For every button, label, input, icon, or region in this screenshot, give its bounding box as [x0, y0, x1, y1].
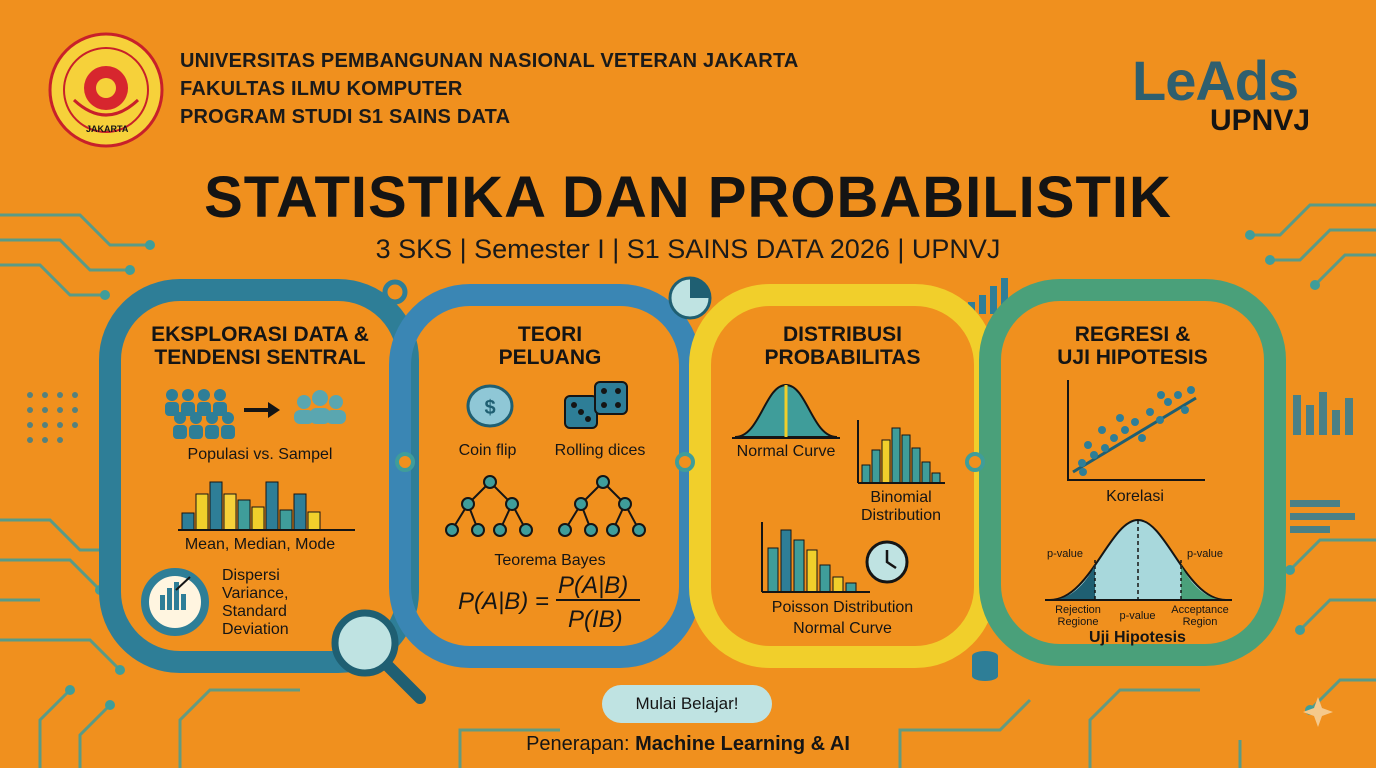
poisson-chart-icon: [762, 522, 870, 592]
dispersi-line3: Standard: [222, 603, 287, 620]
footer-prefix: Penerapan:: [526, 733, 630, 755]
dispersi-line4: Deviation: [222, 621, 289, 638]
poisson-line2: Normal Curve: [793, 620, 892, 637]
course-subtitle: 3 SKS | Semester I | S1 SAINS DATA 2026 | UPNVJ: [375, 234, 1001, 264]
tree-diagram-right: [559, 476, 645, 536]
label-rejection-region: [1046, 604, 1110, 628]
bayes-formula-denominator: P(IB): [568, 606, 623, 633]
bayes-formula-numerator: P(A|B): [558, 572, 629, 599]
leads-logo-sub: UPNVJ: [1210, 104, 1311, 137]
footer-bold: Machine Learning & AI: [635, 733, 850, 755]
scatter-plot-icon: [1068, 380, 1205, 480]
label-uji-hipotesis: Uji Hipotesis: [1089, 629, 1186, 646]
rejection-line1: Rejection: [1055, 604, 1101, 616]
university-name: UNIVERSITAS PEMBANGUNAN NASIONAL VETERAN JAKARTA: [180, 50, 799, 72]
database-icon: [972, 651, 998, 681]
seal-city: JAKARTA: [86, 124, 129, 134]
normal-curve-icon: [732, 385, 840, 438]
circuit-left: [0, 215, 150, 768]
binomial-chart-icon: [858, 420, 945, 483]
histogram-icon: [178, 482, 355, 530]
panel-4-title-line2: UJI HIPOTESIS: [1057, 346, 1208, 369]
pie-chart-icon: [670, 278, 710, 318]
page-title: STATISTIKA DAN PROBABILISTIK: [204, 165, 1172, 230]
clock-icon: [867, 542, 907, 582]
footer-application: [0, 733, 1376, 756]
acceptance-line2: Region: [1182, 616, 1218, 628]
label-binomial: [842, 489, 960, 525]
panel-2-title-line2: PELUANG: [498, 346, 602, 369]
population-icon: [165, 389, 235, 439]
label-p-value-right: p-value: [1186, 548, 1224, 560]
panel-2-title-line1: TEORI: [517, 323, 583, 346]
coin-icon: [468, 386, 512, 426]
poisson-line1: Poisson Distribution: [771, 599, 914, 616]
faculty-name: FAKULTAS ILMU KOMPUTER: [180, 78, 463, 100]
label-p-value-left: p-value: [1046, 548, 1084, 560]
rejection-line2: Regione: [1057, 616, 1099, 628]
panel-3-title-line2: PROBABILITAS: [764, 346, 921, 369]
tree-diagram-left: [446, 476, 532, 536]
start-learning-button[interactable]: Mulai Belajar!: [602, 685, 772, 723]
deco-bars-right: [1290, 392, 1355, 533]
panel-4-title-line1: REGRESI &: [1074, 323, 1191, 346]
label-dispersi: [222, 567, 289, 639]
panel-3-title: [730, 323, 955, 369]
hypothesis-curve-icon: [1045, 520, 1232, 600]
program-name: PROGRAM STUDI S1 SAINS DATA: [180, 106, 511, 128]
label-populasi-sampel: Populasi vs. Sampel: [187, 446, 333, 463]
dispersi-line2: Variance,: [222, 585, 289, 602]
panel-4-title: [1020, 323, 1245, 369]
dispersion-icon: [145, 572, 205, 632]
binomial-line1: Binomial: [870, 489, 932, 506]
panel-1-title-line2: TENDENSI SENTRAL: [154, 346, 366, 369]
label-acceptance-region: [1162, 604, 1238, 628]
dispersi-line1: Dispersi: [222, 567, 280, 584]
sparkle-icon: [1303, 697, 1333, 727]
label-teorema-bayes: Teorema Bayes: [494, 552, 606, 569]
binomial-line2: Distribution: [860, 507, 942, 524]
svg-text:$: $: [484, 397, 496, 419]
leads-logo: LeAds: [1132, 49, 1299, 112]
label-korelasi: Korelasi: [1106, 488, 1164, 505]
circuit-right: [1240, 205, 1376, 768]
label-rolling-dices: Rolling dices: [554, 442, 646, 459]
bayes-formula-lhs: P(A|B) =: [458, 588, 549, 615]
label-mean-median-mode: Mean, Median, Mode: [184, 536, 336, 553]
arrow-right-icon: [244, 402, 280, 418]
acceptance-line1: Acceptance: [1171, 604, 1229, 616]
label-coin-flip: Coin flip: [458, 442, 517, 459]
panel-2-title: [440, 323, 660, 369]
panel-1-title-line1: EKSPLORASI DATA &: [151, 323, 369, 346]
dice-icon: [565, 382, 627, 428]
sample-icon: [294, 390, 346, 424]
panel-3-title-line1: DISTRIBUSI: [782, 323, 902, 346]
dot-grid-left: [27, 392, 78, 443]
panel-1-title: [135, 323, 385, 369]
label-normal-curve: Normal Curve: [736, 443, 836, 460]
label-poisson: [740, 597, 945, 639]
label-p-value-center: p-value: [1119, 610, 1156, 622]
